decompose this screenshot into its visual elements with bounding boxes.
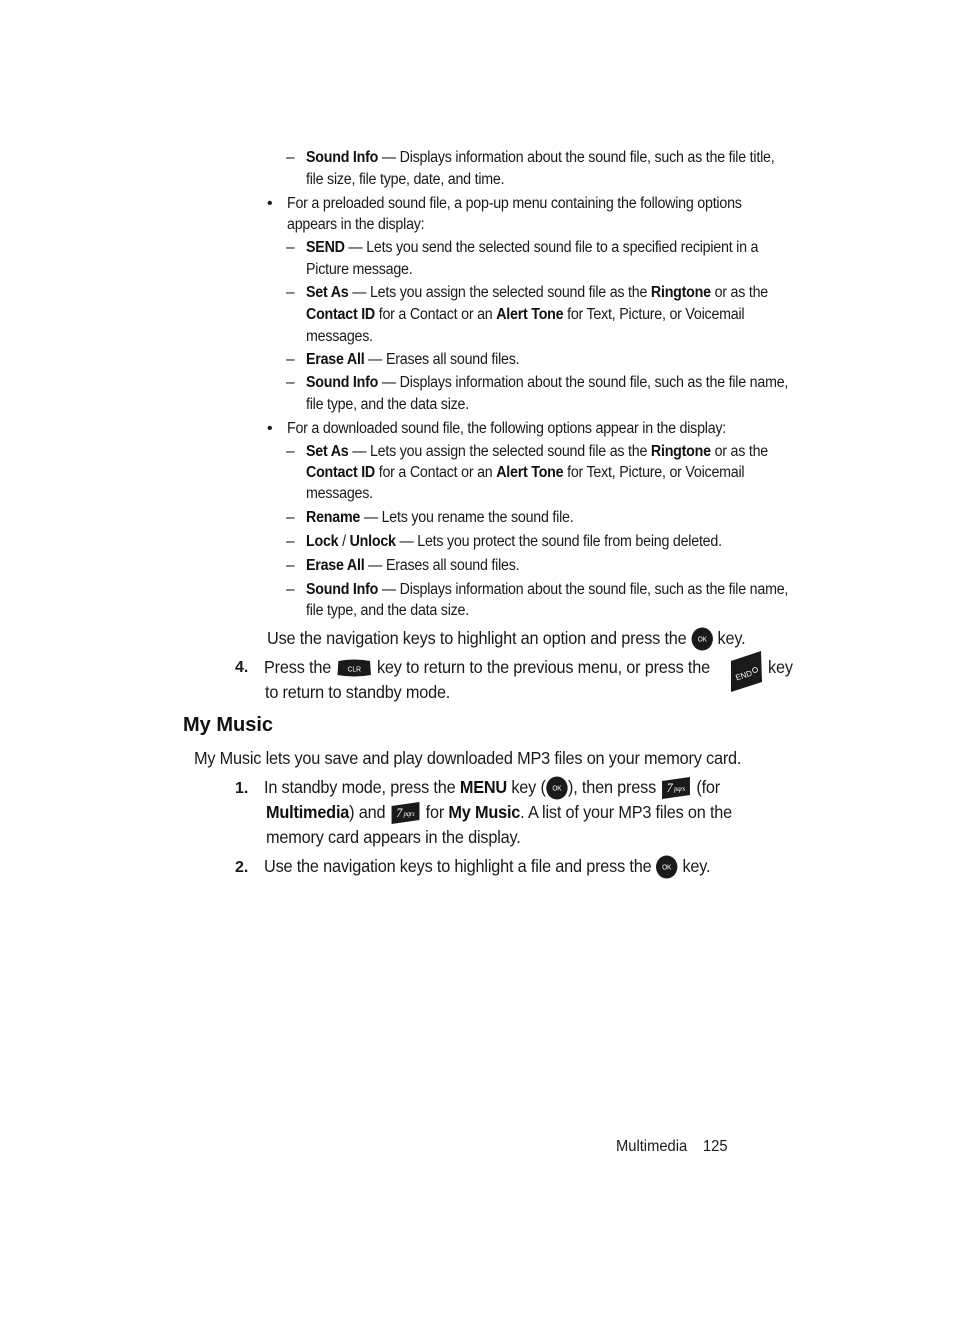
preloaded-text: For a preloaded sound file, a pop-up menu containing the following options	[287, 195, 742, 212]
end-key-icon	[727, 649, 765, 693]
nav-option-text: Use the navigation keys to highlight an option and press the OK key.	[267, 627, 745, 651]
sound-info-desc: file size, file type, date, and time.	[306, 171, 505, 188]
svg-text:7: 7	[396, 805, 403, 821]
svg-text:pqrs: pqrs	[403, 811, 415, 819]
lock-unlock-item: Lock / Unlock — Lets you protect the sound file from being deleted.	[306, 533, 722, 550]
svg-text:OK: OK	[552, 785, 562, 793]
preloaded-text: appears in the display:	[287, 216, 425, 233]
seven-key-icon	[390, 801, 422, 825]
dash-bullet: –	[286, 443, 295, 460]
send-item: SEND — Lets you send the selected sound file to a specified recipient in a	[306, 239, 759, 256]
step-1-text: In standby mode, press the MENU key ( OK ), then press 7 pqrs (for	[264, 776, 720, 800]
step-4-text: Press the CLR key to return to the previous menu, or press the	[264, 657, 710, 677]
dash-bullet: –	[286, 149, 295, 166]
dash-bullet: –	[286, 509, 295, 526]
sound-info-desc: file type, and the data size.	[306, 396, 469, 413]
dash-bullet: –	[286, 533, 295, 550]
set-as-desc: Contact ID for a Contact or an Alert Tone for Text, Picture, or Voicemail	[306, 464, 745, 481]
sound-info-item: Sound Info — Displays information about the sound file, such as the file title,	[306, 149, 775, 166]
send-desc: Picture message.	[306, 261, 413, 278]
set-as-item: Set As — Lets you assign the selected sound file as the Ringtone or as the	[306, 443, 768, 460]
step-number: 4.	[235, 659, 249, 676]
step-number: 1.	[235, 780, 249, 797]
step-number: 2.	[235, 859, 249, 876]
sound-info-desc: file type, and the data size.	[306, 602, 469, 619]
sound-info-item: Sound Info — Displays information about the sound file, such as the file name,	[306, 581, 789, 598]
dash-bullet: –	[286, 581, 295, 598]
svg-text:pqrs: pqrs	[674, 786, 686, 794]
ok-key-icon	[691, 627, 713, 651]
my-music-intro: My Music lets you save and play downloaded MP3 files on your memory card.	[194, 748, 742, 768]
step-1-text: memory card appears in the display.	[266, 827, 521, 847]
dash-bullet: –	[286, 557, 295, 574]
set-as-desc: messages.	[306, 485, 373, 502]
dash-bullet: –	[286, 284, 295, 301]
step-1-text: Multimedia) and 7 pqrs for My Music. A list of your MP3 files on the	[266, 801, 732, 825]
erase-all-item: Erase All — Erases all sound files.	[306, 557, 520, 574]
dash-bullet: –	[286, 374, 295, 391]
step-2-text: Use the navigation keys to highlight a file and press the OK key.	[264, 855, 710, 879]
seven-key-icon	[660, 776, 692, 800]
ok-key-icon	[656, 855, 678, 879]
dash-bullet: –	[286, 239, 295, 256]
set-as-desc: Contact ID for a Contact or an Alert Tone for Text, Picture, or Voicemail	[306, 306, 745, 323]
svg-text:7: 7	[666, 780, 673, 796]
svg-text:OK: OK	[662, 864, 672, 872]
sound-info-item: Sound Info — Displays information about the sound file, such as the file name,	[306, 374, 789, 391]
rename-item: Rename — Lets you rename the sound file.	[306, 509, 574, 526]
svg-text:CLR: CLR	[347, 664, 361, 674]
clr-key-icon	[335, 658, 372, 678]
set-as-desc: messages.	[306, 328, 373, 345]
svg-text:OK: OK	[697, 636, 707, 644]
section-heading: My Music	[183, 714, 274, 736]
step-4-text: to return to standby mode.	[265, 682, 451, 702]
page-number: 125	[703, 1138, 728, 1155]
footer-section: Multimedia	[616, 1138, 688, 1155]
step-4-text: key	[768, 657, 793, 677]
set-as-item: Set As — Lets you assign the selected sound file as the Ringtone or as the	[306, 284, 768, 301]
erase-all-item: Erase All — Erases all sound files.	[306, 351, 520, 368]
svg-text:END: END	[734, 668, 754, 683]
downloaded-text: For a downloaded sound file, the following options appear in the display:	[287, 420, 727, 437]
bullet-dot: •	[267, 195, 273, 212]
dash-bullet: –	[286, 351, 295, 368]
bullet-dot: •	[267, 420, 273, 437]
ok-key-icon	[546, 776, 568, 800]
